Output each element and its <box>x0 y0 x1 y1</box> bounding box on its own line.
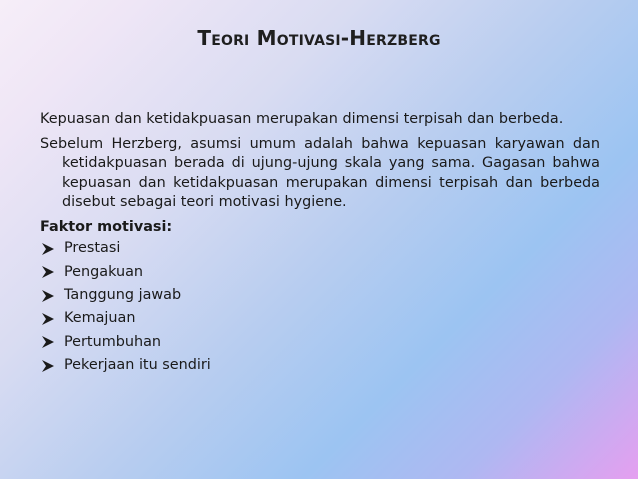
factor-label: Kemajuan <box>64 310 136 327</box>
list-item <box>40 261 600 284</box>
arrow-right-icon <box>40 265 58 279</box>
factor-label: Tanggung jawab <box>64 287 182 304</box>
paragraph-2: Sebelum Herzberg, asumsi umum adalah bahwa kepuasan karyawan dan ketidakpuasan berada di ujung-ujung skala yang sama. Gagasan bahwa kepuasan dan ketidakpuasan merupakan dimensi terpisah dan berbeda disebut sebagai teori motivasi hygiene. <box>40 136 600 210</box>
arrow-right-icon <box>40 312 58 326</box>
arrow-right-icon <box>40 242 58 256</box>
factor-label: Pertumbuhan <box>64 333 162 350</box>
list-item <box>40 307 600 330</box>
slide-content <box>40 110 600 378</box>
slide-title: Teori Motivasi-Herzberg <box>197 26 441 50</box>
arrow-right-icon <box>40 359 58 373</box>
list-item <box>40 237 600 260</box>
paragraph-1: Kepuasan dan ketidakpuasan merupakan dimensi terpisah dan berbeda. <box>40 111 564 127</box>
list-item <box>40 354 600 377</box>
factor-label: Pengakuan <box>64 263 144 280</box>
list-item <box>40 331 600 354</box>
factors-list <box>40 237 600 377</box>
factor-label: Prestasi <box>64 240 121 257</box>
arrow-right-icon <box>40 335 58 349</box>
arrow-right-icon <box>40 289 58 303</box>
list-item <box>40 284 600 307</box>
factors-heading: Faktor motivasi: <box>40 219 173 236</box>
factor-label: Pekerjaan itu sendiri <box>64 357 211 374</box>
